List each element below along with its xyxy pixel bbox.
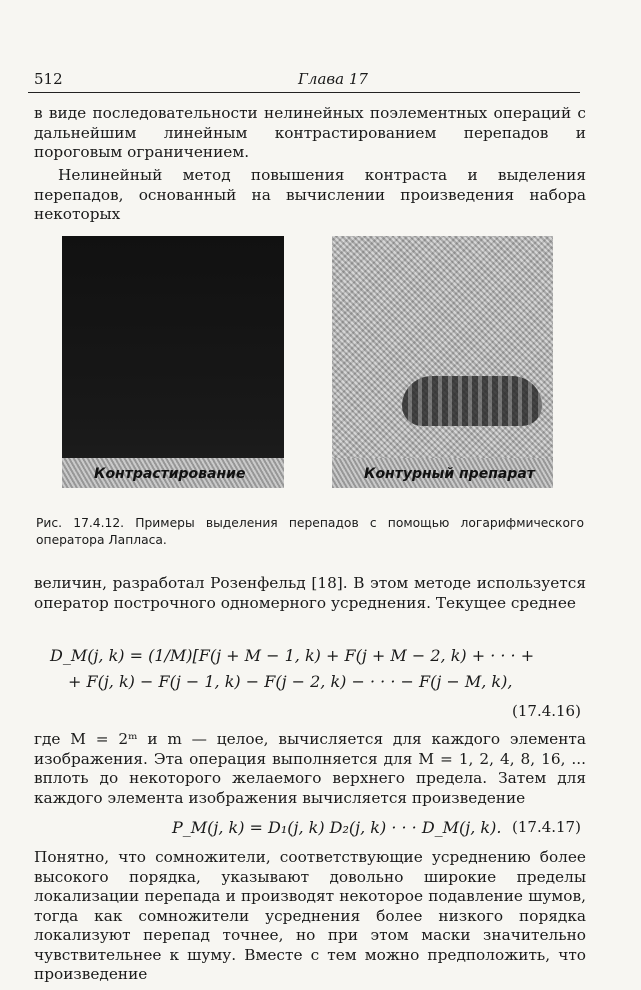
chapter-title: Глава 17 — [298, 70, 368, 88]
equation-17-4-16-line1: D_M(j, k) = (1/M)[F(j + M − 1, k) + F(j + M − 2, k) + · · · + — [50, 646, 535, 665]
figure-caption: Рис. 17.4.12. Примеры выделения перепадов с помощью логарифмического оператора Лапласа. — [36, 516, 584, 547]
equation-number-17-4-16: (17.4.16) — [512, 702, 581, 720]
paragraph-2: Нелинейный метод повышения контраста и выделения перепадов, основанный на вычислении произведения набора некоторых — [34, 166, 586, 223]
figure-left-label: Контрастирование — [94, 466, 246, 482]
equation-17-4-17: P_M(j, k) = D₁(j, k) D₂(j, k) · · · D_M(j, k). — [172, 818, 502, 837]
paragraph-3: величин, разработал Розенфельд [18]. В этом методе используется оператор построчного одномерного усреднения. Текущее среднее — [34, 574, 586, 612]
paragraph-4: где M = 2ᵐ и m — целое, вычисляется для каждого элемента изображения. Эта операция выполняется для M = 1, 2, 4, 8, 16, ... вплоть до некоторого желаемого верхнего предела. Затем для каждого элемента изображения вычисляется произведение — [34, 730, 586, 807]
page-header — [28, 70, 580, 93]
page-number: 512 — [34, 70, 63, 88]
figure-left-image — [62, 236, 284, 488]
tank-silhouette — [402, 376, 542, 426]
edge-map-image — [332, 236, 553, 488]
paragraph-1: в виде последовательности нелинейных поэлементных операций с дальнейшим линейным контрастированием перепадов и пороговым ограничением. — [34, 104, 586, 161]
paragraph-5: Понятно, что сомножители, соответствующие усреднению более высокого порядка, указывают довольно широкие пределы локализации перепада и производят некоторое подавление шумов, тогда как сомножители усреднения более низкого порядка локализуют перепад точнее, но при этом маски значительно чувствительнее к шуму. Вместе с тем можно предположить, что произведение — [34, 848, 586, 983]
figure-right-label: Контурный препарат — [364, 466, 535, 482]
equation-number-17-4-17: (17.4.17) — [512, 818, 581, 836]
figure-right-image — [332, 236, 553, 488]
equation-17-4-16-line2: + F(j, k) − F(j − 1, k) − F(j − 2, k) − · · · − F(j − M, k), — [68, 672, 513, 691]
contrast-enhanced-image — [62, 236, 284, 488]
